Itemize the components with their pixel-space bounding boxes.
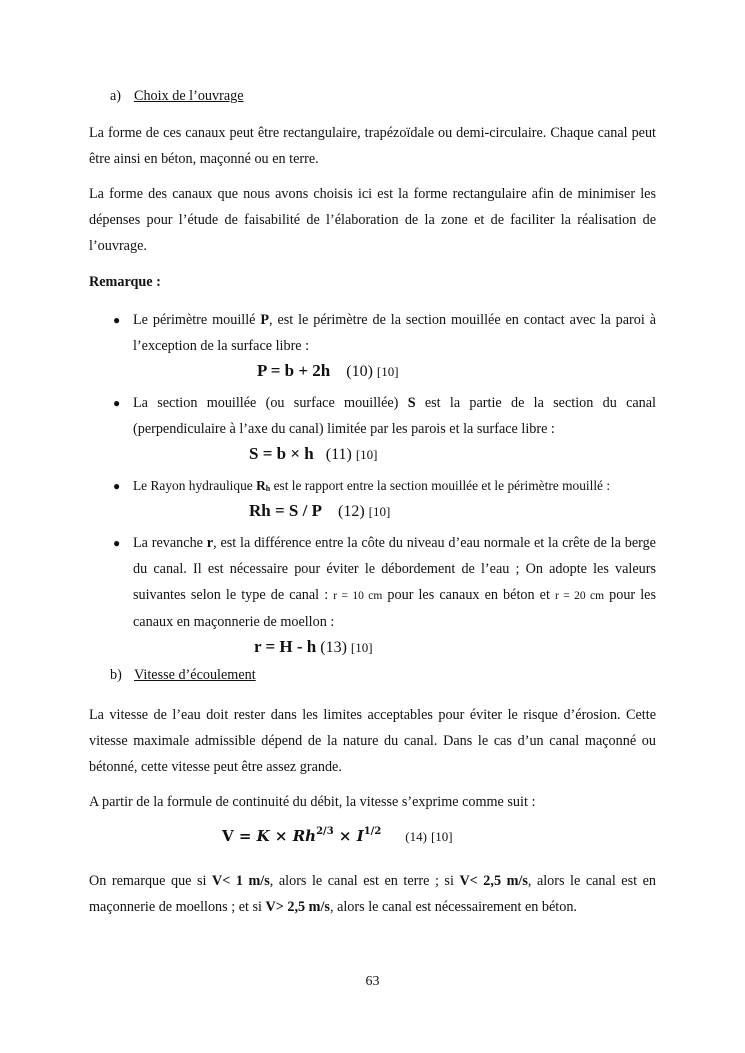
paragraph-velocity-limits: La vitesse de l’eau doit rester dans les limites acceptables pour éviter le risque d’érosion. Cette vitesse maximale admissible dépend de la nature du canal. Dans le cas d’un canal maçonné ou bétonné, cette vitesse peut être assez grande.	[89, 707, 656, 775]
section-b-heading	[110, 667, 410, 687]
section-a-label: a)	[110, 88, 122, 104]
bullet-freeboard: La revanche r, est la différence entre la côte du niveau d’eau normale et la crête de la berge du canal. Il est nécessaire pour éviter le débordement de l’eau ; On adopte les valeurs suivantes selon le type de canal : r = 10 cm pour les canaux en béton et r = 20 cm pour les canaux en maçonnerie de moellon :	[133, 535, 656, 630]
bullet-dot: ●	[113, 479, 121, 493]
paragraph-velocity-classes: On remarque que si V< 1 m/s, alors le canal est en terre ; si V< 2,5 m/s, alors le canal est en maçonnerie de moellons ; et si V> 2,5 m/s, alors le canal est nécessairement en béton.	[89, 873, 656, 915]
section-b-title: Vitesse d’écoulement	[134, 667, 256, 683]
remark-label: Remarque :	[89, 274, 161, 290]
section-a-heading	[110, 88, 410, 108]
paragraph-choice: La forme des canaux que nous avons choisis ici est la forme rectangulaire afin de minimiser les dépenses pour l’étude de faisabilité de l’élaboration de la zone et de faciliter la réalisation de l’ouvrage.	[89, 186, 656, 254]
section-b-label: b)	[110, 667, 122, 683]
formula-section: S = b × h (11) [10]	[249, 444, 378, 463]
bullet-perimeter: Le périmètre mouillé P, est le périmètre de la section mouillée en contact avec la paroi à l’exception de la surface libre :	[133, 312, 656, 354]
bullet-dot: ●	[113, 536, 121, 550]
bullet-dot: ●	[113, 313, 121, 327]
bullet-dot: ●	[113, 396, 121, 410]
bullet-hydraulic-radius: Le Rayon hydraulique Rh est le rapport entre la section mouillée et le périmètre mouillé :	[133, 478, 611, 493]
section-a-title: Choix de l’ouvrage	[134, 88, 244, 104]
page-number: 63	[365, 974, 380, 989]
paragraph-continuity: A partir de la formule de continuité du débit, la vitesse s’exprime comme suit :	[89, 794, 536, 810]
formula-hydraulic-radius: Rh = S / P (12) [10]	[249, 501, 391, 520]
formula-perimeter: P = b + 2h (10) [10]	[257, 361, 399, 380]
formula-freeboard: r = H - h (13) [10]	[254, 637, 373, 656]
paragraph-shape: La forme de ces canaux peut être rectangulaire, trapézoïdale ou demi-circulaire. Chaque canal peut être ainsi en béton, maçonné ou en terre.	[89, 125, 656, 167]
formula-velocity: $V = K \times Rh^{2/3} \times I^{1/2}$ (14) [10]	[222, 826, 453, 845]
bullet-wet-section: La section mouillée (ou surface mouillée) S est la partie de la section du canal (perpendiculaire à l’axe du canal) limitée par les parois et la surface libre :	[133, 395, 656, 437]
